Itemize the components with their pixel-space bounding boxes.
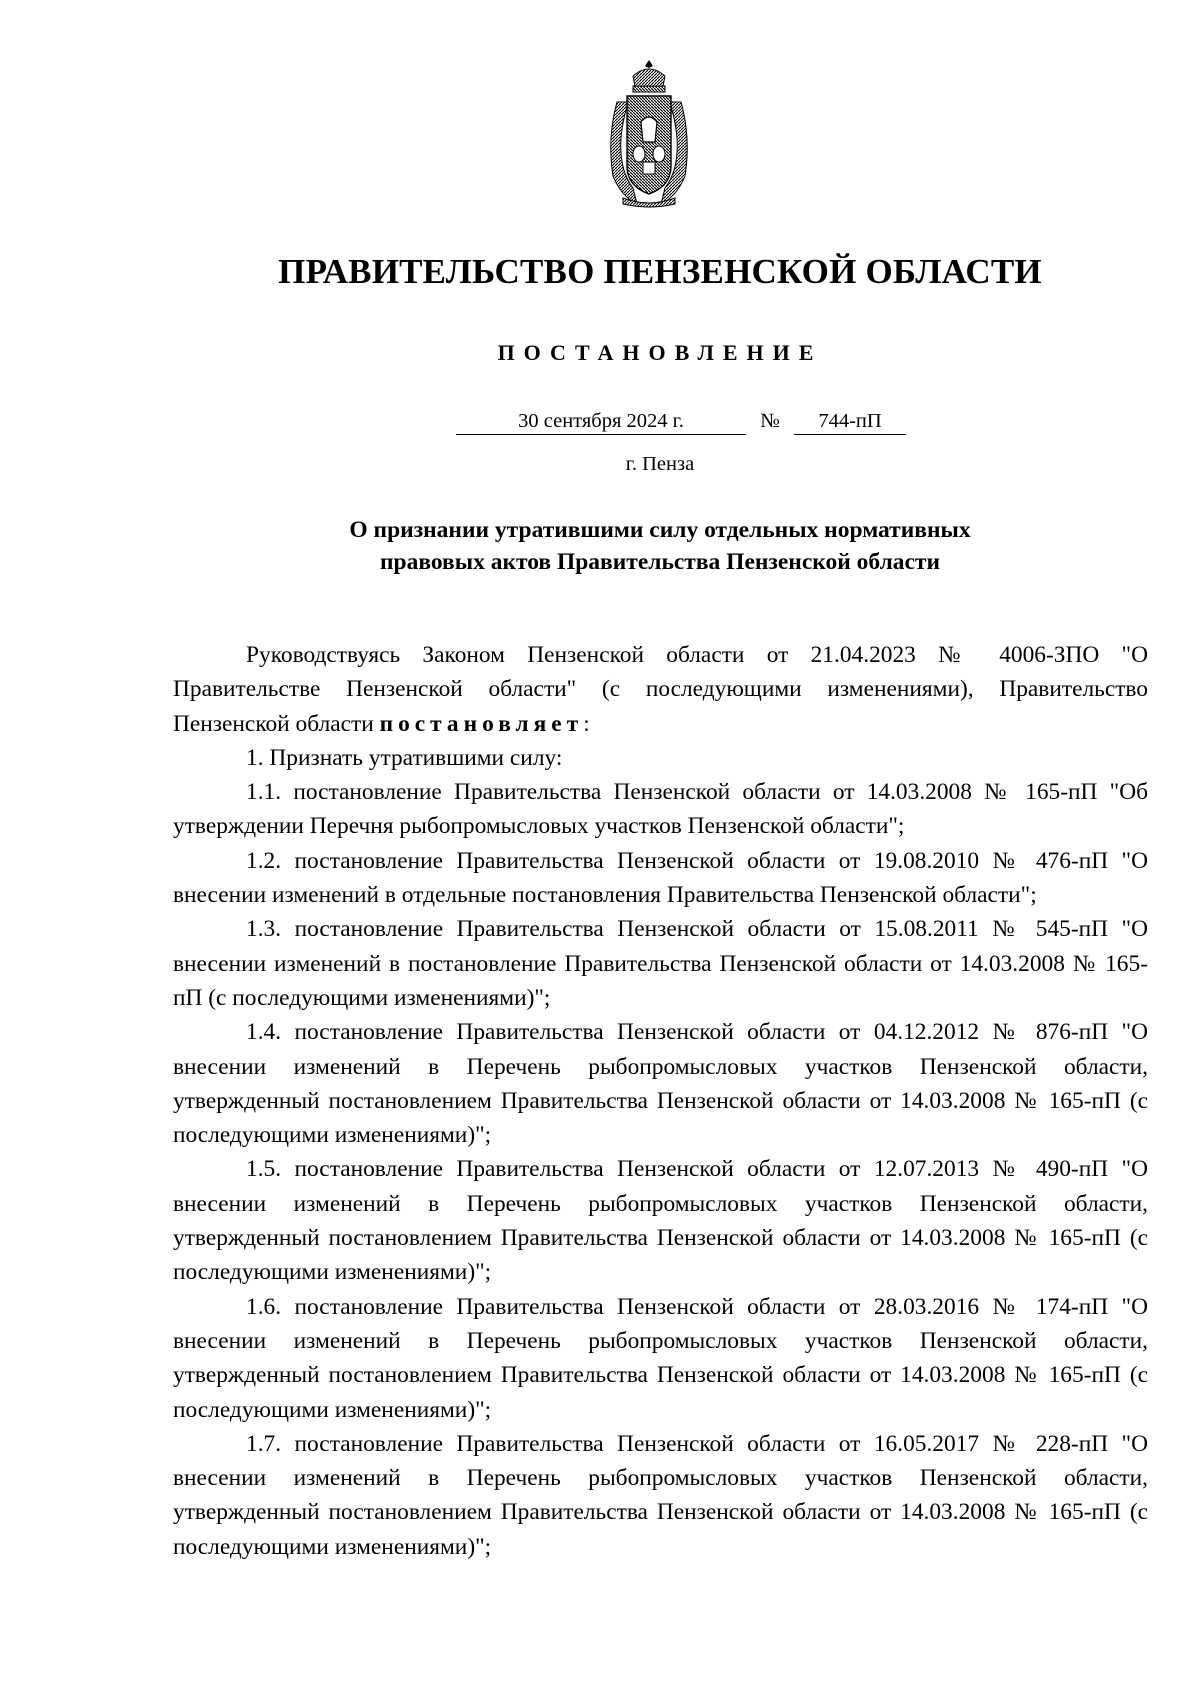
title-line-1: О признании утратившими силу отдельных нормативных <box>349 517 971 543</box>
item-1: 1. Признать утратившими силу: <box>246 744 563 771</box>
subitem-1-3: 1.3. постановление Правительства Пензенской области от 15.08.2011 № 545-пП "О внесении изменений в постановление Правительства Пензенской области от 14.03.2008 № 165-пП (с последующими изменениями)"; <box>173 916 1148 1011</box>
subitem-1-7: 1.7. постановление Правительства Пензенской области от 16.05.2017 № 228-пП "О внесении изменений в Перечень рыбопромысловых участков Пензенской области, утвержденный постановлением Правительства Пензенской области от 14.03.2008 № 165-пП (с последующими изменениями)"; <box>173 1430 1148 1560</box>
document-title <box>170 514 1150 578</box>
organization-name: ПРАВИТЕЛЬСТВО ПЕНЗЕНСКОЙ ОБЛАСТИ <box>278 252 1042 291</box>
preamble-text: Руководствуясь Законом Пензенской области от 21.04.2023 № 4006-ЗПО "О Правительстве Пензенской области" (с последующими изменениями), Правительство Пензенской области <box>173 642 1148 737</box>
document-type: ПОСТАНОВЛЕНИЕ <box>497 340 823 365</box>
document-body <box>173 638 1148 1564</box>
subitem-1-6: 1.6. постановление Правительства Пензенской области от 28.03.2016 № 174-пП "О внесении изменений в Перечень рыбопромысловых участков Пензенской области, утвержденный постановлением Правительства Пензенской области от 14.03.2008 № 165-пП (с последующими изменениями)"; <box>173 1293 1148 1423</box>
preamble-paragraph <box>173 638 1148 741</box>
subitem-1-1: 1.1. постановление Правительства Пензенской области от 14.03.2008 № 165-пП "Об утверждении Перечня рыбопромысловых участков Пензенской области"; <box>173 779 1148 840</box>
subitem-1-4: 1.4. постановление Правительства Пензенской области от 04.12.2012 № 876-пП "О внесении изменений в Перечень рыбопромысловых участков Пензенской области, утвержденный постановлением Правительства Пензенской области от 14.03.2008 № 165-пП (с последующими изменениями)"; <box>173 1019 1148 1149</box>
preamble-verb: постановляет <box>379 710 584 737</box>
number-sign: № <box>760 410 780 432</box>
city: г. Пенза <box>625 453 695 475</box>
subitem-1-2: 1.2. постановление Правительства Пензенской области от 19.08.2010 № 476-пП "О внесении изменений в отдельные постановления Правительства Пензенской области"; <box>173 847 1148 909</box>
document-number: 744-пП <box>794 410 906 435</box>
coat-of-arms-icon <box>603 58 695 208</box>
preamble-end: : <box>583 710 590 737</box>
title-line-2: правовых актов Правительства Пензенской области <box>379 549 941 575</box>
date-number-line <box>456 410 906 440</box>
document-date: 30 сентября 2024 г. <box>456 410 746 435</box>
subitem-1-5: 1.5. постановление Правительства Пензенской области от 12.07.2013 № 490-пП "О внесении изменений в Перечень рыбопромысловых участков Пензенской области, утвержденный постановлением Правительства Пензенской области от 14.03.2008 № 165-пП (с последующими изменениями)"; <box>173 1156 1148 1286</box>
